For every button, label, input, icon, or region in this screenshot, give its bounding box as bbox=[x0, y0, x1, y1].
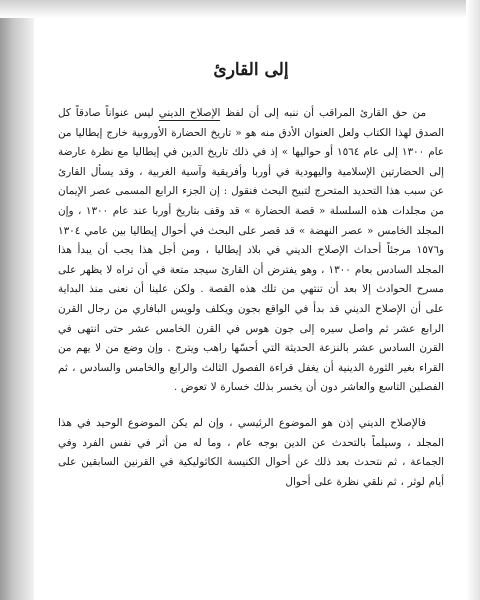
scan-right-shadow bbox=[466, 0, 480, 600]
paragraph-2-body: فالإصلاح الديني إذن هو الموضوع الرئيسي ، وإن لم يكن الموضوع الوحيد في هذا المجلد ، وسيلماً بالتحدث عن الدين بوجه عام ، وما له من أثر في نفس الفرد وفي الجماعة ، ثم نتحدث بعد ذلك عن أحوال الكنيسة الكاثوليكية في القرنين السابقين على أيام لوثر ، ثم نلقي نظرة على أحوال bbox=[58, 416, 444, 488]
document-page bbox=[58, 60, 444, 596]
paragraph-2 bbox=[58, 414, 444, 492]
paragraph-1-lead: من حق القارئ المراقب أن ننبه إلى أن لفظ bbox=[225, 107, 427, 119]
underlined-term: الإصلاح الديني bbox=[158, 107, 221, 119]
scan-top-shadow bbox=[0, 0, 480, 18]
scan-edge-shadow bbox=[0, 0, 34, 600]
page-title: إلى القارئ bbox=[213, 60, 289, 80]
paragraph-1 bbox=[58, 104, 444, 398]
paragraph-1-body: ليس عنواناً صادقاً كل الصدق لهذا الكتاب ولعل العنوان الأدق منه هو « تاريخ الحضارة الأوروبية خارج إيطاليا من عام ١٣٠٠ إلى عام ١٥٦٤ أو حواليها » إذ في ذلك تاريخ الدين في إيطاليا مع نظرة عارضة إلى الحضارتين الإسلامية واليهودية في أوربا وأفريقية وآسية الغربية ، وقد يسأل القارئ عن سبب هذا التحديد المتحرج لتبيح البحث فنقول : إن الجزء الرابع المسمى عصر الإيمان من مجلدات هذه السلسلة « قصة الحضارة » قد وقف بتاريخ أوربا عند عام ١٣٠٠ ، وإن المجلد الخامس « عصر النهضة » قد قصر على البحث في أحوال إيطاليا بين عامي ١٣٠٤ و١٥٧٦ مرجئاً أحداث الإصلاح الديني في بلاد إيطاليا ، ومن أجل هذا يجب أن يبدأ هذا المجلد السادس بعام ١٣٠٠ ، وهو يفترض أن القارئ سيجد متعة في أن تراه لا يظهر على مسرح الحوادث إلا بعد أن تنتهي من تلك هذه القصة . ولكن علينا أن نعنى منذ البداية على أن الإصلاح الديني قد بدأ في الواقع بجون ويكلف ولويس البافاري من رجال القرن الرابع عشر ثم واصل سيره إلى جون هوس في القرن الخامس عشر حتى انتهى في القرن السادس عشر بالنزعة الحديثة التي أحسّها راهب ويترج . وإن وضع من لا يهم من القراء بغير الثورة الدينية أن يغفل قراءة الفصول الثالث والرابع والخامس والسادس ، ثم الفصلين التاسع والعاشر دون أن يخسر بذلك خسارة لا تعوض . bbox=[58, 107, 445, 394]
